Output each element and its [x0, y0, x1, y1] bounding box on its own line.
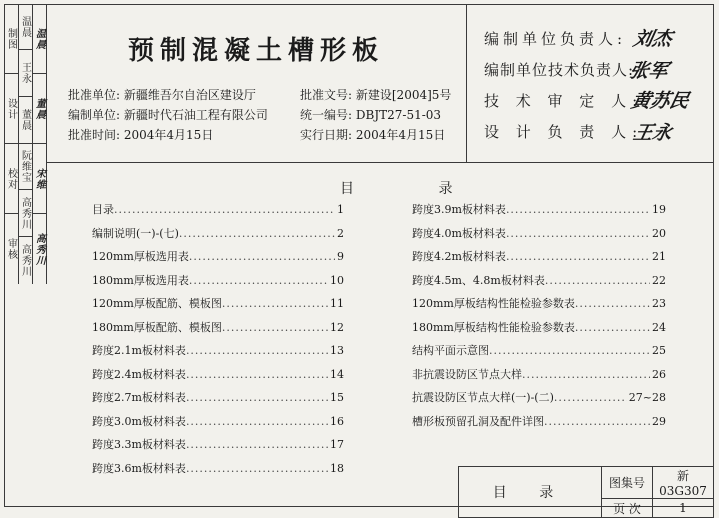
toc-leader-dots	[222, 316, 328, 340]
strip-column-roles	[4, 4, 19, 284]
toc-leader-dots	[179, 222, 335, 246]
toc-item-page: 24	[652, 320, 666, 334]
page-number: 1	[653, 499, 714, 518]
toc-leader-dots	[114, 198, 335, 222]
toc-item[interactable]	[92, 245, 344, 269]
page-label: 页 次	[602, 499, 653, 518]
toc-item-title: 跨度4.0m板材料表	[412, 226, 506, 240]
strip-signature: 宋维	[32, 144, 46, 214]
toc-item[interactable]	[412, 222, 666, 246]
toc-item[interactable]	[92, 222, 344, 246]
toc-item[interactable]	[92, 198, 344, 222]
toc-item-page: 2	[337, 226, 344, 240]
toc-item-title: 目录	[92, 203, 114, 216]
header-divider	[46, 162, 714, 163]
toc-item-title: 跨度2.7m板材料表	[92, 391, 186, 404]
toc-item[interactable]	[92, 363, 344, 387]
header-vertical-divider	[466, 4, 467, 162]
toc-item-title: 120mm厚板选用表	[92, 250, 189, 263]
toc-item-title: 跨度2.1m板材料表	[92, 344, 186, 357]
effective-date: 实行日期: 2004年4月15日	[300, 128, 446, 142]
strip-column-names	[18, 4, 33, 284]
toc-item-title: 跨度3.0m板材料表	[92, 414, 186, 428]
responsible-role: 技 术 审 定 人:	[484, 92, 644, 110]
approval-doc: 批准文号: 新建设[2004]5号	[300, 88, 452, 102]
strip-signature: 温晨	[32, 4, 46, 74]
toc-leader-dots	[189, 269, 328, 293]
toc-item[interactable]	[92, 292, 344, 316]
approval-date: 批准时间: 2004年4月15日	[68, 128, 214, 142]
toc-item[interactable]	[92, 410, 344, 434]
toc-item-page: 10	[330, 273, 344, 287]
toc-item[interactable]	[412, 410, 666, 434]
toc-leader-dots	[186, 457, 328, 481]
toc-item-title: 120mm厚板配筋、模板图	[92, 297, 222, 310]
toc-item-title: 180mm厚板配筋、模板图	[92, 320, 222, 334]
toc-heading: 目 录	[340, 181, 493, 197]
toc-right-column	[412, 198, 666, 433]
toc-item-title: 编制说明(一)-(七)	[92, 226, 179, 240]
strip-cell-name: 阮维宝	[18, 144, 32, 190]
toc-item[interactable]	[412, 386, 666, 410]
toc-item-page: 22	[652, 273, 666, 287]
strip-cell-name: 高秀川	[19, 244, 31, 277]
strip-cell-name: 温晨	[18, 4, 32, 50]
toc-item-page: 27~28	[628, 391, 666, 404]
unified-number: 统一编号: DBJT27-51-03	[300, 108, 442, 122]
toc-leader-dots	[545, 269, 650, 293]
toc-item-title: 非抗震设防区节点大样	[412, 367, 522, 381]
toc-leader-dots	[186, 433, 328, 457]
compile-unit: 编制单位: 新疆时代石油工程有限公司	[68, 108, 268, 122]
toc-item-title: 180mm厚板结构性能检验参数表	[412, 320, 575, 334]
toc-item-title: 槽形板预留孔洞及配件详图	[412, 414, 544, 428]
approval-unit: 批准单位: 新疆维吾尔自治区建设厅	[68, 88, 256, 102]
toc-item-page: 23	[652, 297, 666, 310]
toc-item[interactable]	[412, 339, 666, 363]
toc-leader-dots	[544, 410, 650, 434]
toc-leader-dots	[186, 339, 328, 363]
toc-item-title: 跨度3.6m板材料表	[92, 461, 186, 475]
strip-column-signatures	[32, 4, 46, 284]
strip-cell-role: 审核	[5, 238, 17, 260]
atlas-label: 图集号	[602, 467, 653, 499]
responsible-role: 设 计 负 责 人:	[484, 123, 644, 141]
strip-cell-role: 校对	[4, 144, 18, 214]
toc-item[interactable]	[412, 363, 666, 387]
toc-item[interactable]	[412, 292, 666, 316]
strip-signature: 高秀川	[33, 232, 45, 266]
toc-item-page: 21	[652, 250, 666, 263]
toc-item-page: 25	[652, 344, 666, 357]
toc-item[interactable]	[92, 269, 344, 293]
toc-item-title: 跨度4.2m板材料表	[412, 250, 506, 263]
signature: 黄苏民	[629, 90, 692, 112]
toc-leader-dots	[575, 316, 650, 340]
toc-item[interactable]	[412, 198, 666, 222]
toc-item-title: 跨度3.3m板材料表	[92, 438, 186, 451]
title-block-name: 目 录	[459, 467, 602, 518]
toc-item-title: 跨度3.9m板材料表	[412, 203, 506, 216]
signature-strip	[4, 4, 47, 284]
toc-item[interactable]	[92, 316, 344, 340]
toc-item-page: 12	[330, 320, 344, 334]
toc-item-page: 20	[652, 226, 666, 240]
toc-leader-dots	[186, 386, 328, 410]
title-block	[458, 466, 714, 518]
toc-item[interactable]	[412, 316, 666, 340]
signature: 张军	[627, 60, 671, 82]
toc-item-page: 1	[337, 203, 344, 216]
toc-leader-dots	[489, 339, 650, 363]
toc-item[interactable]	[92, 386, 344, 410]
toc-leader-dots	[186, 363, 328, 387]
toc-leader-dots	[506, 245, 650, 269]
toc-left-column	[92, 198, 344, 480]
toc-item-page: 13	[330, 344, 344, 357]
toc-item-title: 120mm厚板结构性能检验参数表	[412, 297, 575, 310]
toc-leader-dots	[575, 292, 650, 316]
toc-item-title: 跨度2.4m板材料表	[92, 367, 186, 381]
strip-signature: 董晨	[32, 74, 46, 144]
toc-item[interactable]	[412, 245, 666, 269]
toc-item-page: 18	[330, 461, 344, 475]
strip-cell-role: 制图	[4, 4, 18, 74]
toc-leader-dots	[506, 198, 650, 222]
toc-leader-dots	[189, 245, 335, 269]
toc-item[interactable]	[412, 269, 666, 293]
toc-item[interactable]	[92, 457, 344, 481]
strip-cell-name: 高秀川	[18, 190, 32, 237]
toc-item[interactable]	[92, 339, 344, 363]
responsible-role: 编制单位负责人:	[484, 30, 627, 48]
toc-leader-dots	[554, 386, 627, 410]
toc-item-page: 9	[337, 250, 344, 263]
toc-item-page: 14	[330, 367, 344, 381]
toc-item-page: 15	[330, 391, 344, 404]
signature: 刘杰	[631, 28, 675, 50]
strip-cell-role: 设计	[4, 74, 18, 144]
strip-cell-name: 王永	[18, 50, 32, 97]
toc-item-title: 跨度4.5m、4.8m板材料表	[412, 273, 545, 287]
toc-item[interactable]	[92, 433, 344, 457]
toc-leader-dots	[522, 363, 650, 387]
responsible-role: 编制单位技术负责人:	[484, 61, 635, 79]
toc-item-page: 29	[652, 414, 666, 428]
toc-leader-dots	[506, 222, 650, 246]
toc-item-title: 180mm厚板选用表	[92, 273, 189, 287]
page-title: 预制混凝土槽形板	[128, 36, 385, 66]
toc-item-page: 11	[330, 297, 344, 310]
toc-leader-dots	[186, 410, 328, 434]
toc-item-page: 19	[652, 203, 666, 216]
toc-item-page: 26	[652, 367, 666, 381]
strip-cell-name: 董晨	[18, 97, 32, 144]
toc-item-page: 16	[330, 414, 344, 428]
toc-item-title: 抗震设防区节点大样(一)-(二)	[412, 391, 554, 404]
toc-item-title: 结构平面示意图	[412, 344, 489, 357]
atlas-number: 新03G307	[653, 467, 714, 499]
toc-item-page: 17	[330, 438, 344, 451]
signature: 王永	[631, 122, 675, 144]
toc-leader-dots	[222, 292, 328, 316]
